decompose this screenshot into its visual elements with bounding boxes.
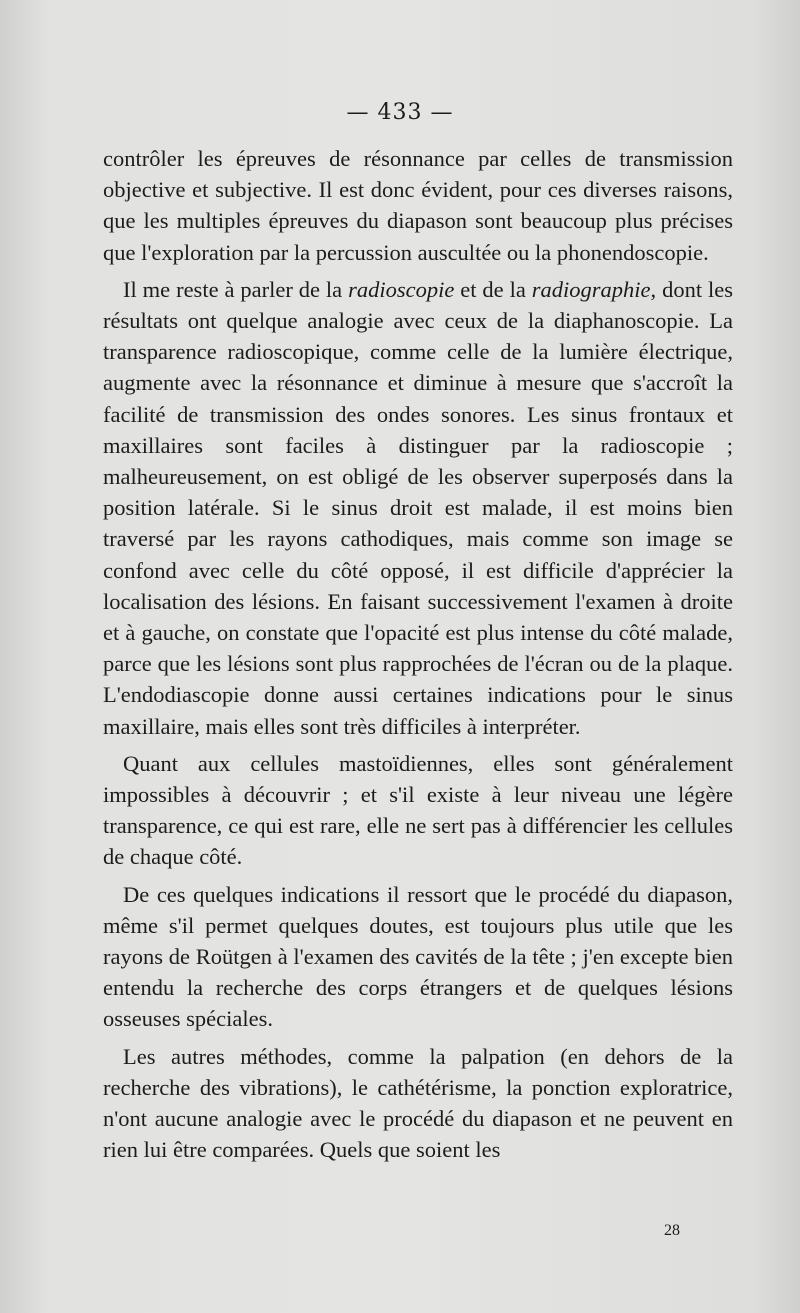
paragraph-5: Les autres méthodes, comme la palpation (en dehors de la recherche des vibrations), le cathétérisme, la ponction exploratrice, n'ont aucune analogie avec le procédé du diapason et ne peuvent en rien lui être comparées. Quels que soient les: [103, 1043, 733, 1163]
paragraph-4: De ces quelques indications il ressort que le procédé du diapason, même s'il permet quelques doutes, est toujours plus utile que les rayons de Roütgen à l'examen des cavités de la tête ; j'en excepte bien entendu la recherche des corps étrangers et de quelques lésions osseuses spéciales.: [103, 881, 733, 1032]
page-body: [103, 143, 733, 1166]
paragraph-3: Quant aux cellules mastoïdiennes, elles sont généralement impossibles à découvrir ; et s'il existe à leur niveau une légère transparence, ce qui est rare, elle ne sert pas à différencier les cellules de chaque côté.: [103, 750, 733, 870]
paragraph-2-text-a: Il me reste à parler de la: [123, 276, 349, 302]
paragraph-2-text-b: et de la: [454, 276, 532, 302]
paragraph-1: contrôler les épreuves de résonnance par celles de transmission objective et subjective. Il est donc évident, pour ces diverses raisons, que les multiples épreuves du diapason sont beaucoup plus précises que l'exploration par la percussion auscultée ou la phonendoscopie.: [103, 146, 733, 265]
paragraph-2: [103, 274, 733, 742]
term-radiographie: radiographie: [531, 276, 651, 302]
signature-mark: 28: [664, 1222, 680, 1239]
page-number: — 433 —: [346, 100, 454, 125]
paragraph-2-text-c: , dont les résultats ont quelque analogie avec ceux de la diaphanoscopie. La transparence radioscopique, comme celle de la lumière électrique, augmente avec la résonnance et diminue à mesure que s'accroît la facilité de transmission des ondes sonores. Les sinus frontaux et maxillaires sont faciles à distinguer par la radioscopie ; malheureusement, on est obligé de les observer superposés dans la position latérale. Si le sinus droit est malade, il est moins bien traversé par les rayons cathodiques, mais comme son image se confond avec celle du côté opposé, il est difficile d'apprécier la localisation des lésions. En faisant successivement l'examen à droite et à gauche, on constate que l'opacité est plus intense du côté malade, parce que les lésions sont plus rapprochées de l'écran ou de la plaque. L'endodiascopie donne aussi certaines indications pour le sinus maxillaire, mais elles sont très difficiles à interpréter.: [103, 276, 733, 739]
term-radioscopie: radioscopie: [348, 276, 455, 302]
